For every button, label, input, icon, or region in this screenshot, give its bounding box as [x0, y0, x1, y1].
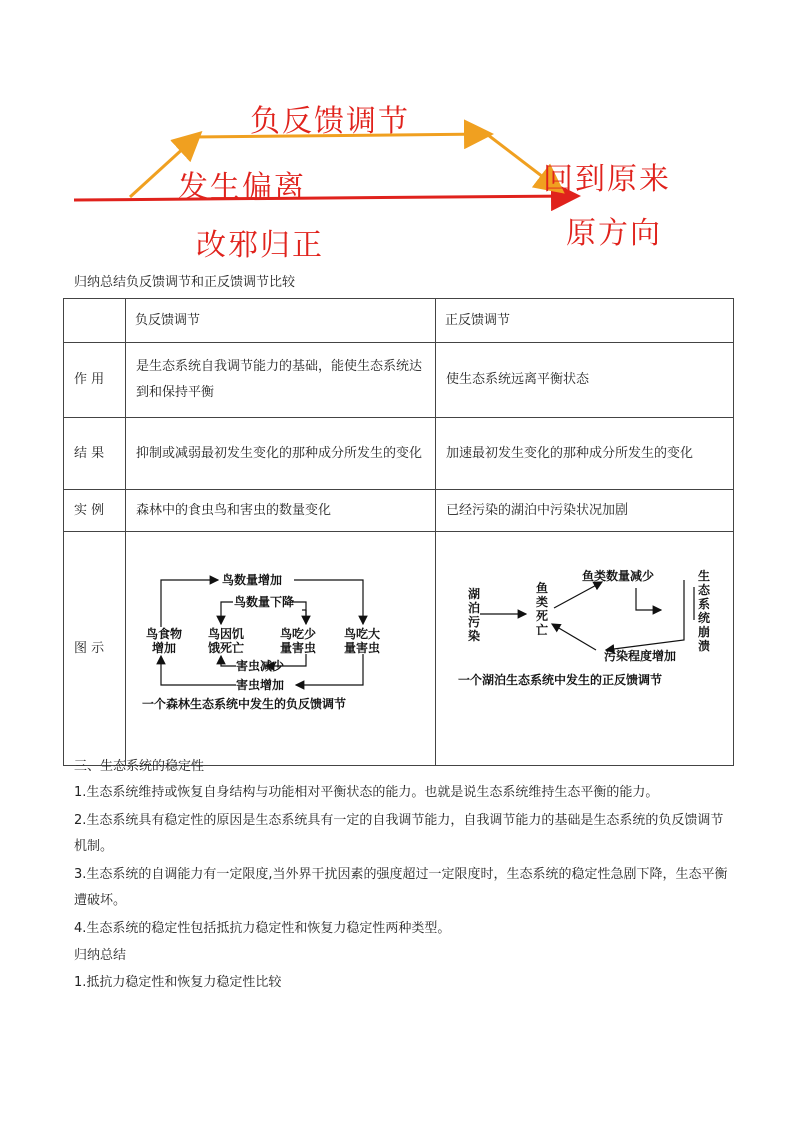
lake-char: 泊 — [468, 601, 481, 615]
lake-char: 湖 — [468, 587, 481, 601]
node-eat-many: 鸟吃大 — [344, 627, 381, 641]
table-cell: 抑制或减弱最初发生变化的那种成分所发生的变化 — [126, 418, 436, 490]
header-cell: 负反馈调节 — [126, 299, 436, 343]
correct-label: 改邪归正 — [196, 228, 324, 263]
eco-char: 系 — [698, 597, 711, 611]
eco-char: 崩 — [698, 625, 711, 639]
lake-feedback-figure — [436, 532, 734, 755]
lake-figure-caption: 一个湖泊生态系统中发生的正反馈调节 — [458, 673, 663, 687]
header-cell: 正反馈调节 — [436, 299, 734, 343]
node-eat-few-2: 量害虫 — [280, 641, 317, 655]
row-label: 作 用 — [64, 343, 126, 418]
node-starve: 鸟因饥 — [208, 627, 245, 641]
lake-char: 污 — [468, 615, 481, 629]
row-label: 结 果 — [64, 418, 126, 490]
table-cell: 加速最初发生变化的那种成分所发生的变化 — [436, 418, 734, 490]
table-row — [64, 418, 734, 490]
deviate-label: 发生偏离 — [178, 170, 306, 205]
table-cell — [436, 532, 734, 766]
node-fish-decrease: 鱼类数量减少 — [582, 569, 655, 583]
forest-feedback-figure — [126, 532, 436, 755]
summary-heading: 归纳总结 — [74, 948, 127, 963]
table-cell: 已经污染的湖泊中污染状况加剧 — [436, 490, 734, 532]
eco-char: 态 — [698, 583, 711, 597]
node-pest-increase: 害虫增加 — [236, 678, 285, 692]
node-bird-decrease: 鸟数量下降 — [234, 595, 295, 609]
table-cell: 是生态系统自我调节能力的基础，能使生态系统达到和保持平衡 — [126, 343, 436, 418]
lake-char: 染 — [468, 629, 481, 643]
node-bird-increase: 鸟数量增加 — [222, 573, 283, 587]
node-food-increase: 鸟食物 — [146, 627, 183, 641]
return-label: 回到原来 — [543, 162, 671, 197]
forest-figure-caption: 一个森林生态系统中发生的负反馈调节 — [142, 697, 347, 711]
row-label: 实 例 — [64, 490, 126, 532]
summary-title: 归纳总结负反馈调节和正反馈调节比较 — [74, 275, 296, 290]
original-direction-label: 原方向 — [566, 216, 662, 251]
eco-char: 生 — [698, 569, 711, 583]
eco-char: 溃 — [698, 639, 711, 653]
node-eat-few: 鸟吃少 — [280, 627, 317, 641]
table-cell: 森林中的食虫鸟和害虫的数量变化 — [126, 490, 436, 532]
section-3-p3: 3.生态系统的自调能力有一定限度,当外界干扰因素的强度超过一定限度时，生态系统的稳定性急剧下降，生态平衡遭破坏。 — [74, 867, 728, 908]
baseline-arrow — [74, 196, 575, 200]
table-cell — [126, 532, 436, 766]
section-3-p2: 2.生态系统具有稳定性的原因是生态系统具有一定的自我调节能力，自我调节能力的基础是生态系统的负反馈调节机制。 — [74, 813, 724, 854]
section-3-p5: 1.抵抗力稳定性和恢复力稳定性比较 — [74, 975, 282, 990]
fish-char: 死 — [536, 609, 549, 623]
node-pollution-increase: 污染程度增加 — [604, 649, 677, 663]
section-3-p1: 1.生态系统维持或恢复自身结构与功能相对平衡状态的能力。也就是说生态系统维持生态平衡的能力。 — [74, 785, 659, 800]
node-pest-decrease: 害虫减少 — [236, 659, 285, 673]
neg-feedback-label: 负反馈调节 — [250, 104, 410, 139]
section-3-p4: 4.生态系统的稳定性包括抵抗力稳定性和恢复力稳定性两种类型。 — [74, 921, 451, 936]
fish-char: 类 — [536, 595, 549, 609]
table-row — [64, 343, 734, 418]
eco-char: 统 — [698, 611, 711, 625]
table-row — [64, 532, 734, 766]
comparison-table — [63, 298, 734, 766]
fish-char: 鱼 — [536, 581, 549, 595]
table-row — [64, 490, 734, 532]
section-3-title: 三、生态系统的稳定性 — [74, 759, 205, 774]
node-starve-2: 饿死亡 — [208, 641, 245, 655]
fish-char: 亡 — [536, 623, 549, 637]
header-cell — [64, 299, 126, 343]
table-header-row — [64, 299, 734, 343]
row-label: 图 示 — [64, 532, 126, 766]
node-food-increase-2: 增加 — [152, 641, 177, 655]
table-cell: 使生态系统远离平衡状态 — [436, 343, 734, 418]
node-eat-many-2: 量害虫 — [344, 641, 381, 655]
